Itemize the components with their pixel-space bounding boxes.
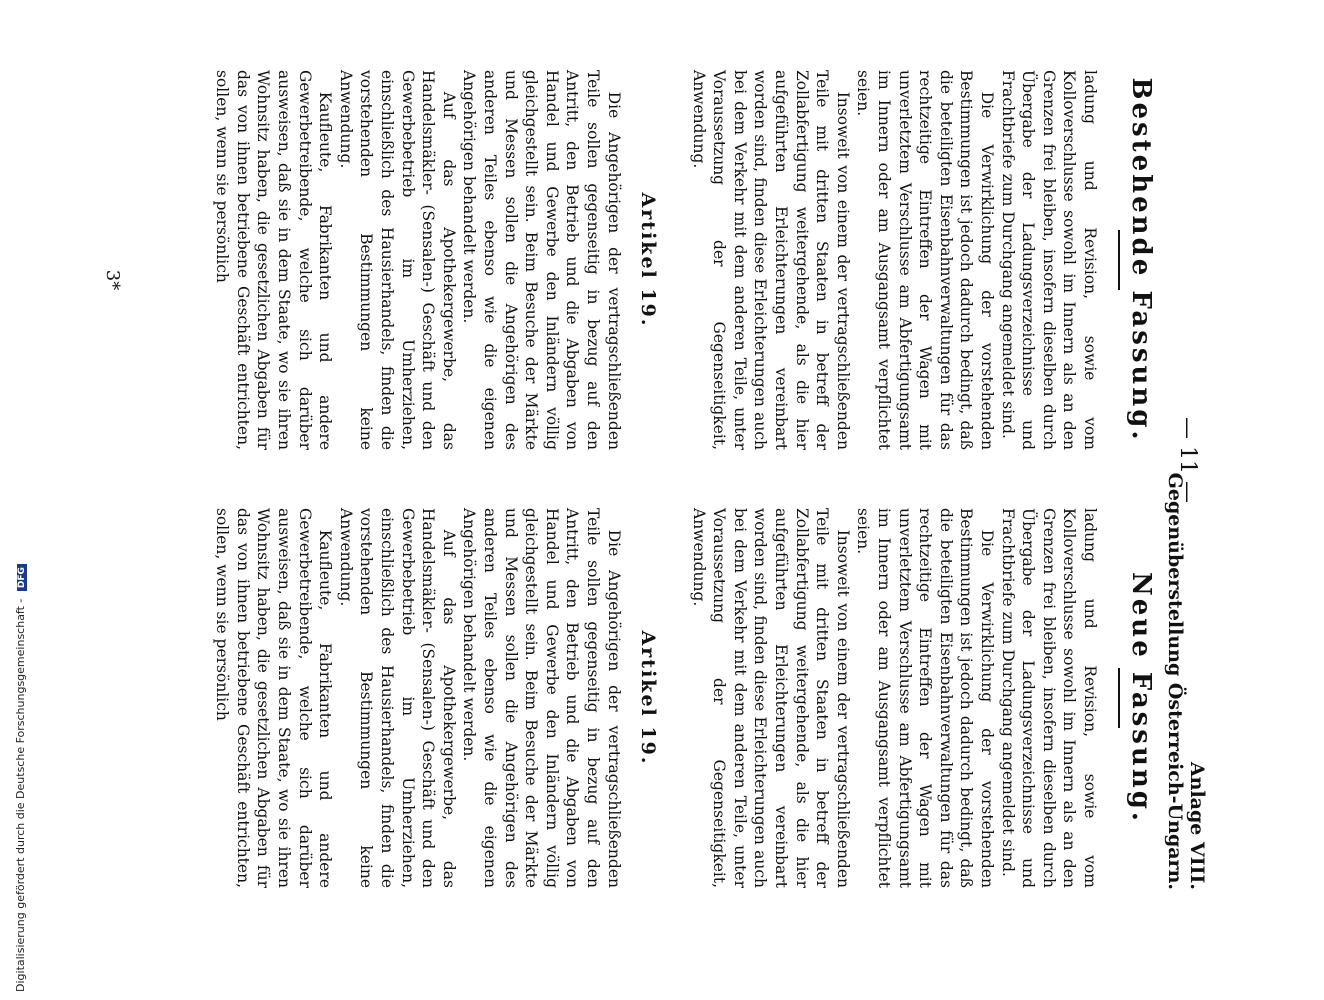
right-column	[212, 508, 1100, 888]
page-number: — 11 —	[1175, 417, 1200, 503]
article-heading: Artikel 19.	[637, 630, 660, 766]
paragraph: Die Angehörigen der vertragschließenden Teile sollen gegenseitig in bezug auf den Antritt, den Betrieb und die Abgaben von Handel und Gewerbe den Inländern völlig gleichgestellt sein. Beim Besuche der Märkte und Messen sollen die Angehörigen des anderen Teiles ebenso wie die eigenen Angehörigen behandelt werden.	[460, 70, 623, 450]
credit-text: Digitalisierung gefördert durch die Deutsche Forschungsgemeinschaft -	[14, 598, 27, 992]
heading-rule	[1118, 668, 1120, 728]
annex-label: Anlage VIII.	[1186, 761, 1208, 890]
left-column	[212, 70, 1100, 450]
right-heading-text: Neue Fassung.	[1126, 571, 1156, 824]
left-column-heading	[1118, 70, 1156, 450]
paragraph: Die Verwirklichung der vorstehenden Bestimmungen ist jedoch dadurch bedingt, daß die beteiligten Eisenbahnverwaltungen für das rechtzeitige Eintreffen der Wagen mit unverletztem Verschlusse am Abfertigungsamt im Innern oder am Ausgangsamt verpflichtet seien.	[854, 508, 997, 888]
paragraph: Die Verwirklichung der vorstehenden Bestimmungen ist jedoch dadurch bedingt, daß die beteiligten Eisenbahnverwaltungen für das rechtzeitige Eintreffen der Wagen mit unverletztem Verschlusse am Abfertigungsamt im Innern oder am Ausgangsamt verpflichtet seien.	[854, 70, 997, 450]
article-heading: Artikel 19.	[637, 192, 660, 328]
paragraph: Kaufleute, Fabrikanten und andere Gewerbetreibende, welche sich darüber ausweisen, daß sie in dem Staate, wo sie ihren Wohnsitz haben, die gesetzlichen Abgaben für das von ihnen betriebene Geschäft entrichten, sollen, wenn sie persönlich	[213, 508, 335, 888]
paragraph: Kaufleute, Fabrikanten und andere Gewerbetreibende, welche sich darüber ausweisen, daß sie in dem Staate, wo sie ihren Wohnsitz haben, die gesetzlichen Abgaben für das von ihnen betriebene Geschäft entrichten, sollen, wenn sie persönlich	[213, 70, 335, 450]
left-heading-text: Bestehende Fassung.	[1126, 77, 1156, 443]
signature-mark: 3*	[102, 269, 123, 291]
paragraph: ladung und Revision, sowie vom Kolloverschlusse sowohl im Innern als an den Grenzen frei bleiben, insofern dieselben durch Übergabe der Ladungsverzeichnisse und Frachtbriefe zum Durchgang angemeldet sind.	[998, 70, 1099, 450]
paragraph: Insoweit von einem der vertragschließenden Teile mit dritten Staaten in betreff der Zollabfertigung weitergehende, als die hier aufgeführten Erleichterungen vereinbart worden sind, finden diese Erleichterungen auch bei dem Verkehr mit dem anderen Teile, unter Voraussetzung der Gegenseitigkeit, Anwendung.	[689, 70, 852, 450]
paragraph: Die Angehörigen der vertragschließenden Teile sollen gegenseitig in bezug auf den Antritt, den Betrieb und die Abgaben von Handel und Gewerbe den Inländern völlig gleichgestellt sein. Beim Besuche der Märkte und Messen sollen die Angehörigen des anderen Teiles ebenso wie die eigenen Angehörigen behandelt werden.	[460, 508, 623, 888]
document-page	[78, 70, 1208, 890]
right-column-heading	[1118, 508, 1156, 888]
annex-subtitle: Gegenüberstellung Österreich-Ungarn.	[1164, 472, 1186, 890]
dfg-logo: DFG	[17, 564, 27, 591]
digitization-credit	[14, 0, 27, 992]
paragraph: Insoweit von einem der vertragschließenden Teile mit dritten Staaten in betreff der Zollabfertigung weitergehende, als die hier aufgeführten Erleichterungen vereinbart worden sind, finden diese Erleichterungen auch bei dem Verkehr mit dem anderen Teile, unter Voraussetzung der Gegenseitigkeit, Anwendung.	[689, 508, 852, 888]
paragraph: Auf das Apothekergewerbe, das Handelsmäkler- (Sensalen-) Geschäft und den Gewerbebetrieb im Umherziehen, einschließlich des Hausierhandels, finden die vorstehenden Bestimmungen keine Anwendung.	[336, 70, 458, 450]
paragraph: ladung und Revision, sowie vom Kolloverschlusse sowohl im Innern als an den Grenzen frei bleiben, insofern dieselben durch Übergabe der Ladungsverzeichnisse und Frachtbriefe zum Durchgang angemeldet sind.	[998, 508, 1099, 888]
paragraph: Auf das Apothekergewerbe, das Handelsmäkler- (Sensalen-) Geschäft und den Gewerbebetrieb im Umherziehen, einschließlich des Hausierhandels, finden die vorstehenden Bestimmungen keine Anwendung.	[336, 508, 458, 888]
heading-rule	[1118, 230, 1120, 290]
